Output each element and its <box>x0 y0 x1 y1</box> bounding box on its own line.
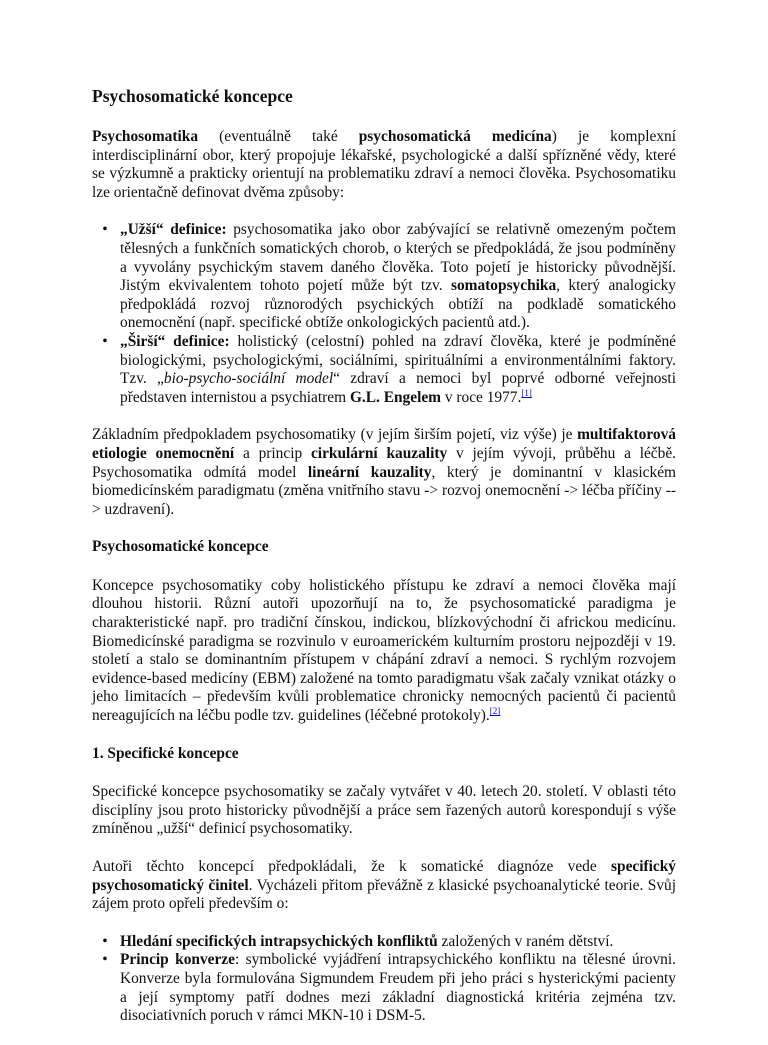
intro-paragraph: Psychosomatika (eventuálně také psychosomatická medicína) je komplexní interdisciplinární obor, který propojuje lékařské, psychologické a další spřízněné vědy, které se výzkumně a prakticky orientují na problematiku zdraví a nemoci člověka. Psychosomatiku lze orientačně definovat dvěma způsoby: <box>92 128 676 201</box>
section-heading-concepts: Psychosomatické koncepce <box>92 538 269 556</box>
specific-paragraph-1: Specifické koncepce psychosomatiky se začaly vytvářet v 40. letech 20. století. V oblasti této disciplíny jsou proto historicky původnější a práce sem řazených autorů korespondují s výše zmíněnou „užší“ definicí psychosomatiky. <box>92 783 676 838</box>
bullet-icon: • <box>102 332 108 350</box>
list-item-broad-definition: • „Širší“ definice: holistický (celostní) pohled na zdraví člověka, které je podmíněné biologickými, psychologickými, sociálními, spirituálními a environmentálními faktory. Tzv. „bio-psycho-sociální model“ zdraví a nemoci byl poprvé odborné veřejnosti představen internistou a psychiatrem G.L. Engelem v roce 1977.[1] <box>120 333 676 407</box>
bullet-icon: • <box>102 221 108 239</box>
list-item-conflicts: • Hledání specifických intrapsychických konfliktů založených v raném dětství. <box>120 933 676 952</box>
document-body <box>92 85 676 1045</box>
footnote-link-1[interactable]: [1] <box>521 387 532 398</box>
specific-focus-list <box>92 933 676 1026</box>
concepts-paragraph: Koncepce psychosomatiky coby holistického přístupu ke zdraví a nemoci člověka mají dlouhou historii. Různí autoři upozorňují na to, že psychosomatické paradigma je charakteristické např. pro tradiční čínskou, indickou, blízkovýchodní či africkou medicínu. Biomedicínské paradigma se rozvinulo v euroamerickém kulturním prostoru nejpozději v 19. století a stalo se dominantním přístupem v chápání zdraví a nemoci. S rychlým rozvojem evidence-based medicíny (EBM) založené na tomto paradigmatu však začaly vznikat otázky o jeho limitacích – především kvůli problematice chronicky nemocných pacientů či pacientů nereagujících na léčbu podle tzv. guidelines (léčebné protokoly).[2] <box>92 576 676 725</box>
footnote-link-2[interactable]: [2] <box>489 705 501 716</box>
section-heading-specific: 1. Specifické koncepce <box>92 744 239 762</box>
bullet-icon: • <box>102 932 108 950</box>
term-psychosomatika: Psychosomatika <box>92 128 199 145</box>
term-psychosomaticka-medicina: psychosomatická medicína <box>358 128 552 145</box>
list-item-narrow-definition: • „Užší“ definice: psychosomatika jako obor zabývající se relativně omezeným počtem tělesných a funkčních somatických chorob, o kterých se předpokládá, že jsou podmíněny a vyvolány psychickým stavem daného člověka. Toto pojetí je historicky původnější. Jistým ekvivalentem tohoto pojetí může být tzv. somatopsychika, který analogicky předpokládá rozvoj různorodých psychických obtíží na podkladě somatického onemocnění (např. specifické obtíže onkologických pacientů atd.). <box>120 221 676 333</box>
definitions-list <box>92 221 676 407</box>
bullet-icon: • <box>102 951 108 969</box>
specific-paragraph-2: Autoři těchto koncepcí předpokládali, že k somatické diagnóze vede specifický psychosomatický činitel. Vycházeli přitom převážně z klasické psychoanalytické teorie. Svůj zájem proto opřeli především o: <box>92 858 676 913</box>
list-item-conversion: • Princip konverze: symbolické vyjádření intrapsychického konfliktu na tělesné úrovni. Konverze byla formulována Sigmundem Freudem při jeho práci s hysterickými pacienty a její symptomy patří dodnes mezi základní diagnostická kritéria zejména tzv. disociativních poruch v rámci MKN-10 i DSM-5. <box>120 951 676 1025</box>
causality-paragraph: Základním předpokladem psychosomatiky (v jejím širším pojetí, viz výše) je multifaktorová etiologie onemocnění a princip cirkulární kauzality v jejím vývoji, průběhu a léčbě. Psychosomatika odmítá model lineární kauzality, který je dominantní v klasickém biomedicínském paradigmatu (změna vnitřního stavu -> rozvoj onemocnění -> léčba příčiny --> uzdravení). <box>92 426 677 518</box>
page-title: Psychosomatické koncepce <box>92 86 293 106</box>
